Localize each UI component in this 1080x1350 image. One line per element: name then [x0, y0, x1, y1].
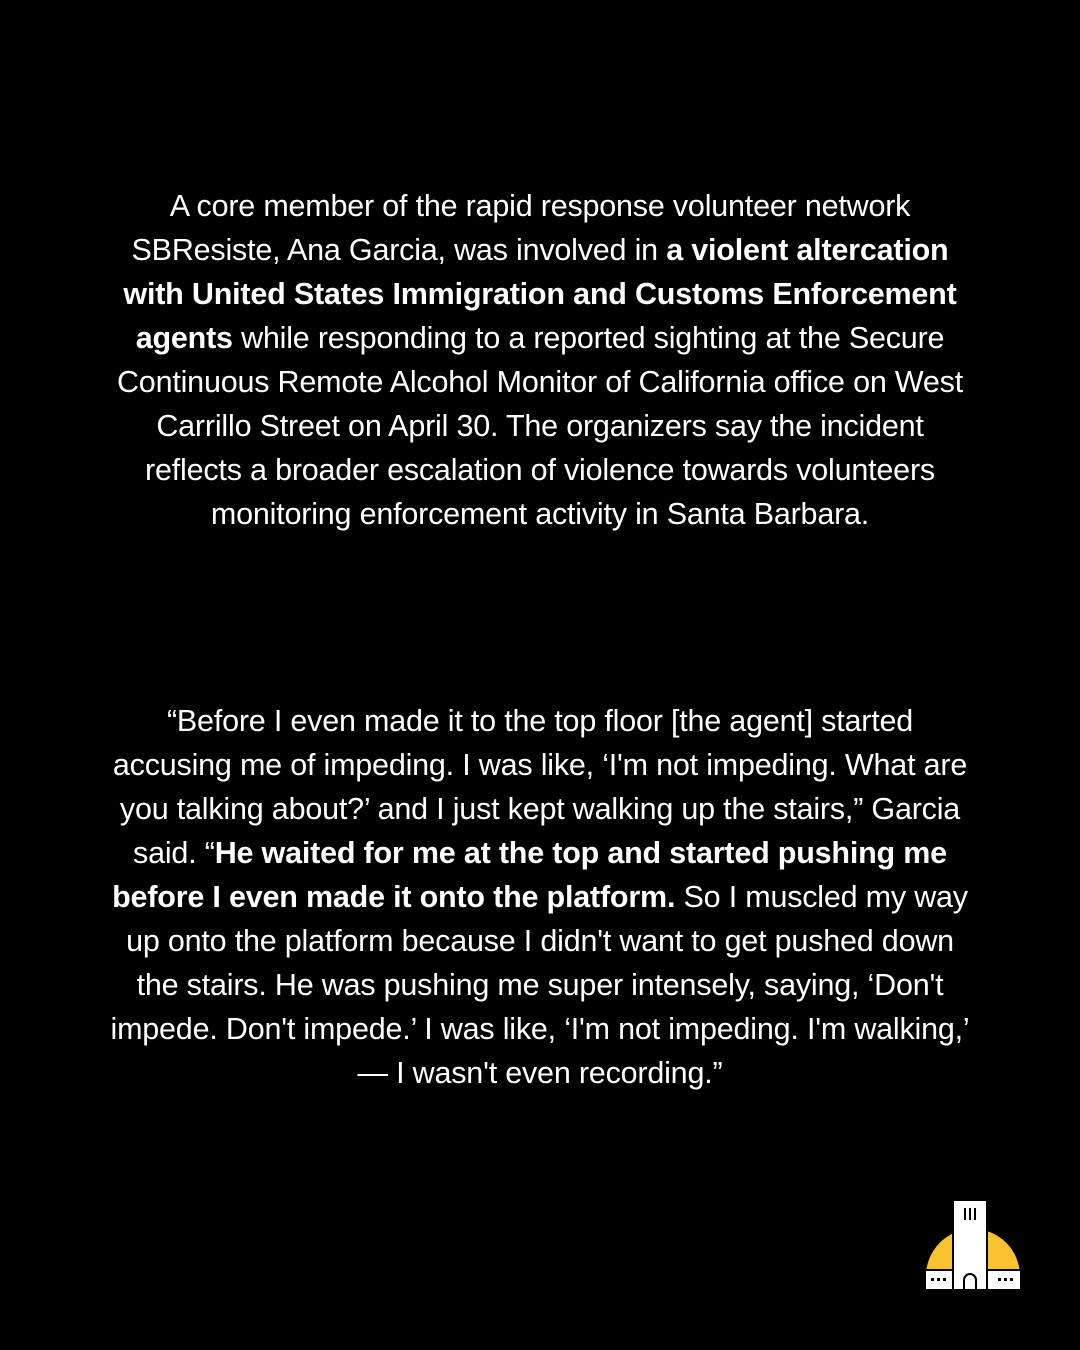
quote-text-2: So I muscled my way up onto the platform because I didn't want to get pushed down the stairs. He was pushing me super intensely, saying, ‘Don't impede. Don't impede.’ I was like, ‘I'm not impeding. I'm walking,’ — I wasn't even recording.” — [110, 880, 970, 1090]
intro-paragraph — [110, 184, 970, 536]
quote-bold-text: He waited for me at the top and started pushing me before I even made it onto the platform. — [112, 836, 947, 914]
quote-text-1: “Before I even made it to the top floor [the agent] started accusing me of impeding. I was like, ‘I'm not impeding. What are you talking about?’ and I just kept walking up the stairs,” Garcia said. “ — [112, 704, 968, 870]
intro-text-1: A core member of the rapid response volunteer network SBResiste, Ana Garcia, was involved in — [131, 189, 911, 267]
dome-tower-logo-icon — [920, 1196, 1026, 1294]
intro-bold-text: a violent altercation with United States Immigration and Customs Enforcement agents — [123, 233, 957, 355]
intro-text-2: while responding to a reported sighting at the Secure Continuous Remote Alcohol Monitor of California office on West Carrillo Street on April 30. The organizers say the incident reflects a broader escalation of violence towards volunteers monitoring enforcement activity in Santa Barbara. — [116, 321, 963, 531]
quote-paragraph — [110, 699, 970, 1095]
